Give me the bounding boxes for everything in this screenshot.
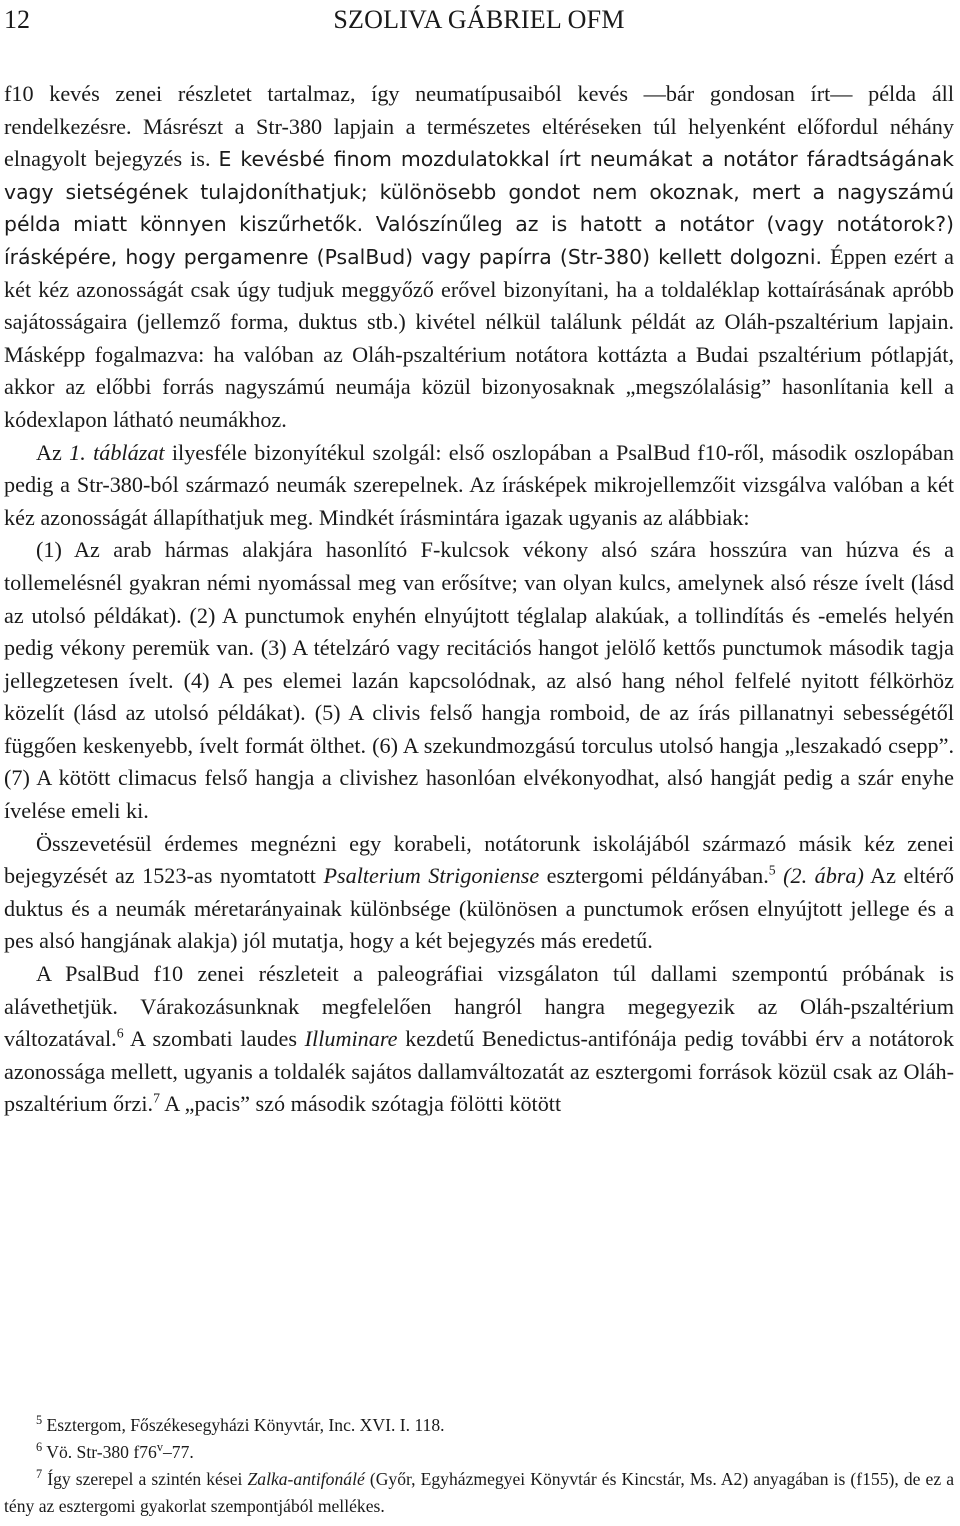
footnote-ref-5[interactable]: 5 <box>768 862 776 878</box>
folio-verso-mark: v <box>156 1440 163 1455</box>
paragraph-1-part-3: Éppen ezért a két kéz azonosságát csak úgy tudjuk meggyőző erővel bizonyítani, ha a toldaléklap kottaírásának apróbb sajátosságaira (jellemző forma, duktus stb.) kivétel nélkül találunk példát az Oláh-pszaltérium lapjain. Másképp fogalmazva: ha valóban az Oláh-pszaltérium notátora kottázta a Budai pszaltérium pótlapját, akkor az előbbi forrás nagyszámú neumája közül bizonyosaknak „megszólalásig” hasonlítania kell a kódexlapon látható neumákhoz. <box>4 243 954 432</box>
footnotes <box>4 1412 954 1520</box>
figure-reference: (2. ábra) <box>775 863 864 889</box>
paragraph-4-part-1: Összevetésül érdemes megnézni egy korabeli, notátorunk iskolájából származó másik kéz zenei bejegyzését az 1523-as nyomtatott <box>4 830 954 889</box>
antiphon-title: Illuminare <box>304 1026 398 1052</box>
footnote-text: (Győr, Egyházmegyei Könyvtár és Kincstár, Ms. A2) anyagában is (f155), de ez a tény az esztergomi gyakorlat szempontjából mellékes. <box>4 1469 955 1516</box>
footnote-7 <box>4 1466 954 1520</box>
footnote-number: 5 <box>36 1413 43 1428</box>
footnote-ref-6[interactable]: 6 <box>116 1025 124 1041</box>
footnote-6 <box>4 1439 954 1466</box>
main-text <box>4 78 954 1121</box>
paragraph-5-part-3: kezdetű Benedictus-antifónája pedig további érv a notátorok azonossága mellett, ugyanis a toldalék sajátos dallamváltozatát az esztergomi források közül csak az Oláh-pszaltérium őrzi. <box>4 1026 954 1117</box>
table-reference: táblázat <box>93 439 165 465</box>
paragraph-3: (1) Az arab hármas alakjára hasonlító F-kulcsok vékony alsó szára hosszúra van húzva és a tollemelésnél gyakran némi nyomással meg van erősítve; van olyan kulcs, amelynek alsó része ívelt (lásd az utolsó példákat). (2) A punctumok enyhén elnyújtott téglalap alakúak, a tollindítás és -emelés helyén pedig vékony peremük van. (3) A tételzáró vagy recitációs hangot jelölő kettős punctumok második tagja jellegzetesen ívelt. (4) A pes elemei lazán kapcsolódnak, az alsó hang néhol felfelé nyitott félkörhöz közelít (lásd az utolsó példákat). (5) A clivis felső hangja romboid, de az írás pillanatnyi sebességétől függően keskenyebb, ívelt formát ölthet. (6) A szekundmozgású torculus utolsó hangja „leszakadó csepp”. (7) A kötött climacus felső hangja a clivishez hasonlóan elvékonyodhat, alsó hangját pedig a szár enyhe ívelése emeli ki. <box>4 537 954 824</box>
footnote-number: 6 <box>36 1440 43 1455</box>
footnote-5 <box>4 1412 954 1439</box>
book-title: Psalterium Strigoniense <box>323 863 540 889</box>
paragraph-1-part-1: f10 kevés zenei részletet tartalmaz, így neumatípusaiból kevés —bár gondosan írt— példa áll rendelkezésre. Másrészt a Str-380 lapjain a természetes eltéréseken túl helyenként előfordul néhány elnagyolt bejegyzés is. <box>4 81 954 172</box>
footnote-text: Esztergom, Főszékesegyházi Könyvtár, Inc. XVI. I. 118. <box>42 1415 445 1435</box>
running-title: SZOLIVA GÁBRIEL OFM <box>333 5 625 34</box>
paragraph-5-part-1: A PsalBud f10 zenei részleteit a paleográfiai vizsgálaton túl dallami szempontú próbának is alávethetjük. Várakozásunknak megfelelően hangról hangra megegyezik az Oláh-pszaltérium változatával. <box>4 961 954 1052</box>
paragraph-2 <box>4 437 954 535</box>
paragraph-1 <box>4 78 954 437</box>
paragraph-4-part-3: Az eltérő duktus és a neumák méretarányainak különbsége (különösen a punctumok erősen elnyújtott jellege és a pes alsó hangjának alakja) jól mutatja, hogy a két bejegyzés más eredetű. <box>4 863 954 954</box>
footnote-number: 7 <box>36 1467 43 1482</box>
table-number: 1. <box>69 439 86 465</box>
paragraph-5 <box>4 958 954 1121</box>
paragraph-4 <box>4 828 954 958</box>
footnote-text: Így szerepel a szintén kései <box>42 1469 248 1489</box>
paragraph-2-part-2: ilyesféle bizonyítékul szolgál: első oszlopában a PsalBud f10-ről, második oszlopában pedig a Str-380-ból származó neumák szerepelnek. Az írásképek mikrojellemzőit vizsgálva valóban a két kéz azonosságát állapíthatjuk meg. Mindkét írásmintára igazak ugyanis az alábbiak: <box>4 439 955 530</box>
antiphonal-title: Zalka-antifonálé <box>247 1469 365 1489</box>
page-header <box>4 4 954 36</box>
paragraph-5-part-4: A „pacis” szó második szótagja fölötti kötött <box>159 1091 562 1117</box>
paragraph-2-part-1: Az <box>36 439 70 465</box>
paragraph-1-part-2: E kevésbé finom mozdulatokkal írt neumákat a notátor fáradtságának vagy sietségének tulajdoníthatjuk; különösebb gondot nem okoznak, mert a nagyszámú példa miatt könnyen kiszűrhetők. Valószínűleg az is hatott a notátor (vagy notátorok?) írásképére, hogy pergamenre (PsalBud) vagy papírra (Str-380) kellett dolgozni. <box>4 147 954 269</box>
document-page <box>0 4 960 1526</box>
page-number: 12 <box>4 5 30 34</box>
footnote-text: Vö. Str-380 f76 <box>42 1442 157 1462</box>
paragraph-4-part-2: esztergomi példányában. <box>539 863 769 889</box>
footnote-ref-7[interactable]: 7 <box>153 1091 160 1107</box>
paragraph-5-part-2: A szombati laudes <box>123 1026 305 1052</box>
footnote-text: –77. <box>162 1442 194 1462</box>
